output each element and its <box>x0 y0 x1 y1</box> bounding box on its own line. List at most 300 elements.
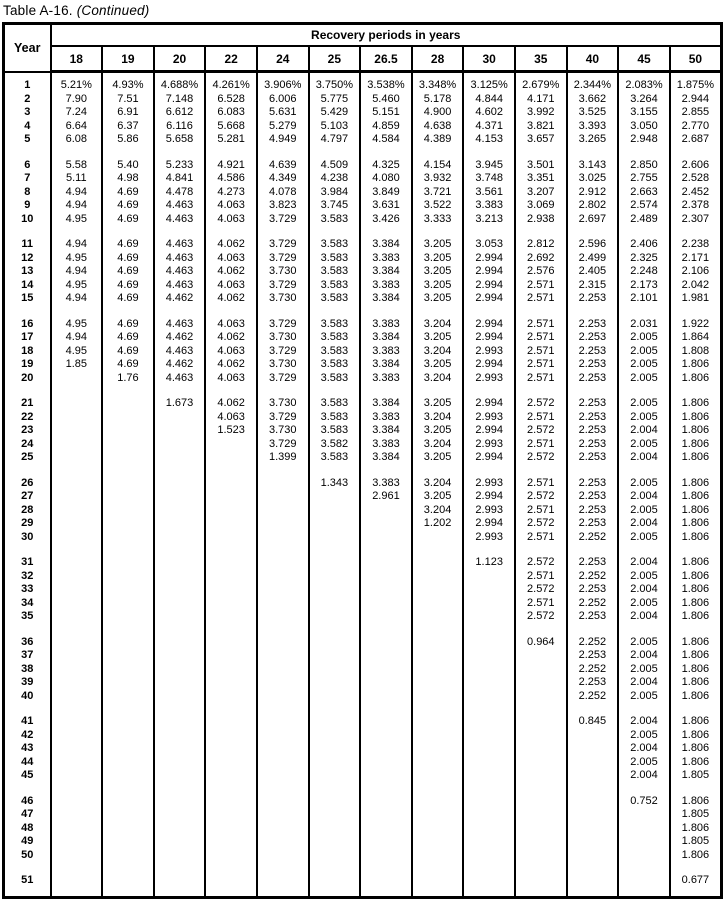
value-cell: 4.95 <box>51 252 103 266</box>
value-cell <box>360 649 412 663</box>
value-cell: 4.463 <box>154 213 206 227</box>
value-cell: 3.583 <box>309 252 361 266</box>
value-cell <box>257 490 309 504</box>
value-cell: 3.583 <box>309 385 361 411</box>
value-cell: 1.806 <box>670 517 722 531</box>
table-row-year-50 <box>4 849 722 863</box>
value-cell: 2.031 <box>618 306 670 332</box>
value-cell <box>51 531 103 545</box>
value-cell: 2.452 <box>670 186 722 200</box>
value-cell: 3.383 <box>360 306 412 332</box>
value-cell <box>463 835 515 849</box>
value-cell: 4.921 <box>205 147 257 173</box>
value-cell: 6.528 <box>205 93 257 107</box>
value-cell: 5.151 <box>360 106 412 120</box>
value-cell: 2.325 <box>618 252 670 266</box>
value-cell <box>51 372 103 386</box>
value-cell: 1.806 <box>670 663 722 677</box>
value-cell: 4.69 <box>102 252 154 266</box>
table-row-year-20 <box>4 372 722 386</box>
table-row-year-43 <box>4 742 722 756</box>
value-cell <box>102 822 154 836</box>
value-cell: 2.571 <box>515 411 567 425</box>
value-cell: 1.806 <box>670 504 722 518</box>
value-cell: 3.393 <box>567 120 619 134</box>
table-row-year-12 <box>4 252 722 266</box>
value-cell: 2.253 <box>567 676 619 690</box>
value-cell: 3.384 <box>360 265 412 279</box>
value-cell <box>154 690 206 704</box>
value-cell <box>412 729 464 743</box>
value-cell: 3.729 <box>257 213 309 227</box>
period-header-40: 40 <box>567 46 619 72</box>
value-cell <box>205 822 257 836</box>
value-cell: 3.384 <box>360 451 412 465</box>
value-cell <box>154 583 206 597</box>
value-cell <box>102 769 154 783</box>
value-cell: 2.248 <box>618 265 670 279</box>
value-cell <box>309 624 361 650</box>
value-cell <box>309 663 361 677</box>
value-cell: 2.005 <box>618 504 670 518</box>
value-cell: 2.253 <box>567 490 619 504</box>
value-cell <box>309 756 361 770</box>
value-cell <box>154 703 206 729</box>
value-cell: 0.677 <box>670 862 722 897</box>
value-cell: 4.463 <box>154 252 206 266</box>
value-cell: 3.204 <box>412 306 464 332</box>
value-cell <box>515 663 567 677</box>
value-cell: 2.253 <box>567 438 619 452</box>
value-cell: 4.462 <box>154 358 206 372</box>
value-cell <box>360 742 412 756</box>
value-cell: 3.583 <box>309 306 361 332</box>
value-cell: 3.730 <box>257 424 309 438</box>
value-cell <box>102 531 154 545</box>
value-cell <box>412 756 464 770</box>
value-cell <box>309 610 361 624</box>
value-cell: 4.688% <box>154 72 206 93</box>
value-cell <box>205 756 257 770</box>
value-cell: 3.426 <box>360 213 412 227</box>
value-cell <box>51 742 103 756</box>
value-cell: 3.383 <box>360 372 412 386</box>
table-row-year-17 <box>4 331 722 345</box>
value-cell: 3.213 <box>463 213 515 227</box>
year-cell: 1 <box>24 78 31 91</box>
period-header-20: 20 <box>154 46 206 72</box>
value-cell: 4.95 <box>51 306 103 332</box>
value-cell: 3.748 <box>463 172 515 186</box>
value-cell <box>154 451 206 465</box>
value-cell: 2.499 <box>567 252 619 266</box>
value-cell: 1.806 <box>670 756 722 770</box>
value-cell: 2.572 <box>515 451 567 465</box>
value-cell <box>412 690 464 704</box>
value-cell: 3.729 <box>257 306 309 332</box>
value-cell: 2.993 <box>463 531 515 545</box>
year-cell: 51 <box>21 874 34 886</box>
value-cell: 4.95 <box>51 279 103 293</box>
table-row-year-7 <box>4 172 722 186</box>
value-cell: 2.004 <box>618 742 670 756</box>
value-cell: 4.349 <box>257 172 309 186</box>
value-cell <box>309 808 361 822</box>
value-cell <box>463 610 515 624</box>
value-cell <box>360 769 412 783</box>
value-cell: 4.078 <box>257 186 309 200</box>
value-cell <box>309 490 361 504</box>
year-cell: 22 <box>21 410 34 423</box>
value-cell: 3.384 <box>360 226 412 252</box>
value-cell <box>51 703 103 729</box>
value-cell: 2.994 <box>463 490 515 504</box>
table-row-year-28 <box>4 504 722 518</box>
value-cell: 3.583 <box>309 372 361 386</box>
value-cell: 1.806 <box>670 742 722 756</box>
value-cell: 2.004 <box>618 451 670 465</box>
value-cell <box>257 676 309 690</box>
table-row-year-10 <box>4 213 722 227</box>
value-cell <box>154 544 206 570</box>
year-cell: 20 <box>21 371 34 384</box>
value-cell <box>154 756 206 770</box>
value-cell <box>205 610 257 624</box>
value-cell: 3.383 <box>360 438 412 452</box>
value-cell <box>360 544 412 570</box>
value-cell <box>51 676 103 690</box>
year-cell: 43 <box>21 742 34 754</box>
value-cell <box>51 570 103 584</box>
value-cell: 2.572 <box>515 424 567 438</box>
value-cell <box>412 822 464 836</box>
depreciation-table <box>2 22 723 899</box>
value-cell: 1.806 <box>670 597 722 611</box>
value-cell <box>412 808 464 822</box>
table-title-continued: (Continued) <box>76 3 150 18</box>
value-cell: 2.253 <box>567 306 619 332</box>
value-cell <box>257 756 309 770</box>
value-cell: 2.005 <box>618 624 670 650</box>
value-cell: 3.730 <box>257 385 309 411</box>
value-cell: 4.463 <box>154 345 206 359</box>
value-cell <box>360 676 412 690</box>
year-cell: 29 <box>21 517 34 529</box>
value-cell: 5.233 <box>154 147 206 173</box>
value-cell: 1.805 <box>670 769 722 783</box>
year-cell: 35 <box>21 610 34 622</box>
value-cell <box>257 517 309 531</box>
value-cell: 2.253 <box>567 372 619 386</box>
value-cell <box>154 822 206 836</box>
year-cell: 37 <box>21 649 34 661</box>
value-cell <box>51 424 103 438</box>
value-cell <box>51 624 103 650</box>
value-cell <box>309 849 361 863</box>
value-cell: 3.721 <box>412 186 464 200</box>
value-cell: 1.123 <box>463 544 515 570</box>
value-cell: 2.994 <box>463 265 515 279</box>
year-cell: 50 <box>21 848 34 861</box>
value-cell <box>463 729 515 743</box>
value-cell: 2.253 <box>567 451 619 465</box>
value-cell: 3.932 <box>412 172 464 186</box>
value-cell: 4.062 <box>205 226 257 252</box>
value-cell: 5.86 <box>102 133 154 147</box>
value-cell: 2.994 <box>463 424 515 438</box>
value-cell: 1.806 <box>670 411 722 425</box>
year-cell: 12 <box>21 251 34 264</box>
table-row-year-23 <box>4 424 722 438</box>
value-cell: 3.205 <box>412 279 464 293</box>
value-cell: 3.383 <box>463 199 515 213</box>
value-cell <box>102 570 154 584</box>
value-cell <box>309 649 361 663</box>
year-cell: 45 <box>21 769 34 781</box>
year-cell: 6 <box>24 158 31 171</box>
value-cell: 1.875% <box>670 72 722 93</box>
table-row-year-18 <box>4 345 722 359</box>
value-cell: 4.062 <box>205 385 257 411</box>
table-row-year-2 <box>4 93 722 107</box>
year-header: Year <box>4 24 51 72</box>
value-cell <box>205 835 257 849</box>
value-cell <box>154 649 206 663</box>
value-cell: 4.94 <box>51 265 103 279</box>
table-row-year-30 <box>4 531 722 545</box>
value-cell <box>463 624 515 650</box>
value-cell: 2.572 <box>515 583 567 597</box>
value-cell: 3.264 <box>618 93 670 107</box>
value-cell <box>102 742 154 756</box>
year-cell: 34 <box>21 596 34 609</box>
value-cell: 1.85 <box>51 358 103 372</box>
table-row-year-3 <box>4 106 722 120</box>
value-cell <box>205 783 257 809</box>
value-cell <box>102 783 154 809</box>
value-cell <box>463 583 515 597</box>
value-cell <box>51 544 103 570</box>
table-row-year-4 <box>4 120 722 134</box>
value-cell <box>102 597 154 611</box>
value-cell: 2.571 <box>515 331 567 345</box>
value-cell: 2.253 <box>567 292 619 306</box>
value-cell: 2.571 <box>515 345 567 359</box>
table-row-year-46 <box>4 783 722 809</box>
value-cell: 6.91 <box>102 106 154 120</box>
value-cell: 3.205 <box>412 252 464 266</box>
value-cell: 3.205 <box>412 265 464 279</box>
value-cell: 2.912 <box>567 186 619 200</box>
value-cell <box>205 490 257 504</box>
value-cell: 4.69 <box>102 279 154 293</box>
value-cell: 4.69 <box>102 213 154 227</box>
value-cell: 2.253 <box>567 504 619 518</box>
year-cell: 28 <box>21 503 34 516</box>
value-cell <box>51 610 103 624</box>
value-cell: 2.004 <box>618 544 670 570</box>
value-cell <box>257 808 309 822</box>
year-cell: 2 <box>24 92 31 105</box>
value-cell: 3.501 <box>515 147 567 173</box>
value-cell <box>154 862 206 897</box>
value-cell: 3.204 <box>412 411 464 425</box>
value-cell: 6.64 <box>51 120 103 134</box>
value-cell <box>51 504 103 518</box>
value-cell: 3.631 <box>360 199 412 213</box>
value-cell <box>257 835 309 849</box>
year-cell: 16 <box>21 317 34 330</box>
value-cell: 3.729 <box>257 345 309 359</box>
value-cell <box>463 756 515 770</box>
value-cell: 1.806 <box>670 783 722 809</box>
table-row-year-1 <box>4 72 722 93</box>
value-cell <box>412 676 464 690</box>
value-cell <box>515 769 567 783</box>
value-cell <box>309 517 361 531</box>
value-cell <box>257 729 309 743</box>
value-cell: 4.063 <box>205 279 257 293</box>
value-cell: 3.583 <box>309 292 361 306</box>
value-cell <box>205 769 257 783</box>
value-cell: 3.383 <box>360 465 412 491</box>
value-cell <box>205 531 257 545</box>
value-cell: 4.69 <box>102 199 154 213</box>
value-cell: 3.384 <box>360 292 412 306</box>
period-header-45: 45 <box>618 46 670 72</box>
value-cell: 2.005 <box>618 385 670 411</box>
value-cell: 2.101 <box>618 292 670 306</box>
value-cell: 2.238 <box>670 226 722 252</box>
value-cell: 5.658 <box>154 133 206 147</box>
value-cell: 3.205 <box>412 490 464 504</box>
value-cell: 2.687 <box>670 133 722 147</box>
value-cell <box>154 610 206 624</box>
table-row-year-14 <box>4 279 722 293</box>
period-header-18: 18 <box>51 46 103 72</box>
year-cell: 14 <box>21 278 34 291</box>
value-cell <box>154 465 206 491</box>
value-cell <box>257 597 309 611</box>
value-cell: 3.155 <box>618 106 670 120</box>
value-cell <box>360 504 412 518</box>
value-cell <box>51 756 103 770</box>
value-cell: 3.384 <box>360 385 412 411</box>
value-cell <box>412 769 464 783</box>
value-cell <box>102 504 154 518</box>
value-cell <box>360 808 412 822</box>
value-cell: 4.69 <box>102 358 154 372</box>
period-header-24: 24 <box>257 46 309 72</box>
value-cell: 3.204 <box>412 345 464 359</box>
value-cell <box>154 676 206 690</box>
value-cell <box>412 835 464 849</box>
value-cell <box>51 663 103 677</box>
value-cell: 2.596 <box>567 226 619 252</box>
value-cell <box>154 517 206 531</box>
recovery-periods-header: Recovery periods in years <box>51 24 722 47</box>
table-row-year-25 <box>4 451 722 465</box>
value-cell <box>309 690 361 704</box>
value-cell: 1.523 <box>205 424 257 438</box>
value-cell <box>412 583 464 597</box>
value-cell: 4.638 <box>412 120 464 134</box>
value-cell <box>102 411 154 425</box>
value-cell: 2.253 <box>567 649 619 663</box>
value-cell: 4.844 <box>463 93 515 107</box>
value-cell <box>102 490 154 504</box>
value-cell: 4.062 <box>205 265 257 279</box>
value-cell: 1.806 <box>670 822 722 836</box>
value-cell: 4.69 <box>102 292 154 306</box>
value-cell <box>102 690 154 704</box>
value-cell: 3.583 <box>309 411 361 425</box>
value-cell <box>515 690 567 704</box>
value-cell <box>463 703 515 729</box>
value-cell: 3.205 <box>412 385 464 411</box>
value-cell: 4.063 <box>205 411 257 425</box>
value-cell: 3.657 <box>515 133 567 147</box>
value-cell: 0.752 <box>618 783 670 809</box>
value-cell <box>463 676 515 690</box>
value-cell: 5.429 <box>309 106 361 120</box>
value-cell <box>309 597 361 611</box>
value-cell <box>257 849 309 863</box>
value-cell: 3.204 <box>412 438 464 452</box>
period-header-35: 35 <box>515 46 567 72</box>
year-cell: 11 <box>21 238 34 250</box>
value-cell: 1.806 <box>670 385 722 411</box>
value-cell <box>309 703 361 729</box>
value-cell <box>360 610 412 624</box>
value-cell <box>515 835 567 849</box>
value-cell <box>618 862 670 897</box>
year-cell: 42 <box>21 728 34 741</box>
value-cell <box>102 424 154 438</box>
value-cell <box>102 703 154 729</box>
value-cell: 1.806 <box>670 676 722 690</box>
value-cell: 2.571 <box>515 570 567 584</box>
value-cell <box>102 583 154 597</box>
value-cell <box>51 411 103 425</box>
year-cell: 23 <box>21 424 34 436</box>
value-cell <box>102 465 154 491</box>
value-cell <box>360 663 412 677</box>
period-header-row <box>4 46 722 72</box>
value-cell <box>102 451 154 465</box>
period-header-30: 30 <box>463 46 515 72</box>
value-cell: 1.805 <box>670 808 722 822</box>
value-cell <box>515 676 567 690</box>
value-cell: 4.639 <box>257 147 309 173</box>
value-cell: 3.333 <box>412 213 464 227</box>
value-cell: 2.315 <box>567 279 619 293</box>
value-cell <box>205 517 257 531</box>
value-cell: 7.90 <box>51 93 103 107</box>
value-cell <box>463 822 515 836</box>
value-cell: 5.631 <box>257 106 309 120</box>
value-cell: 2.004 <box>618 517 670 531</box>
value-cell: 3.750% <box>309 72 361 93</box>
value-cell: 5.668 <box>205 120 257 134</box>
value-cell: 4.154 <box>412 147 464 173</box>
value-cell: 4.389 <box>412 133 464 147</box>
value-cell <box>257 504 309 518</box>
value-cell <box>257 465 309 491</box>
value-cell <box>257 663 309 677</box>
value-cell: 3.745 <box>309 199 361 213</box>
value-cell: 3.348% <box>412 72 464 93</box>
